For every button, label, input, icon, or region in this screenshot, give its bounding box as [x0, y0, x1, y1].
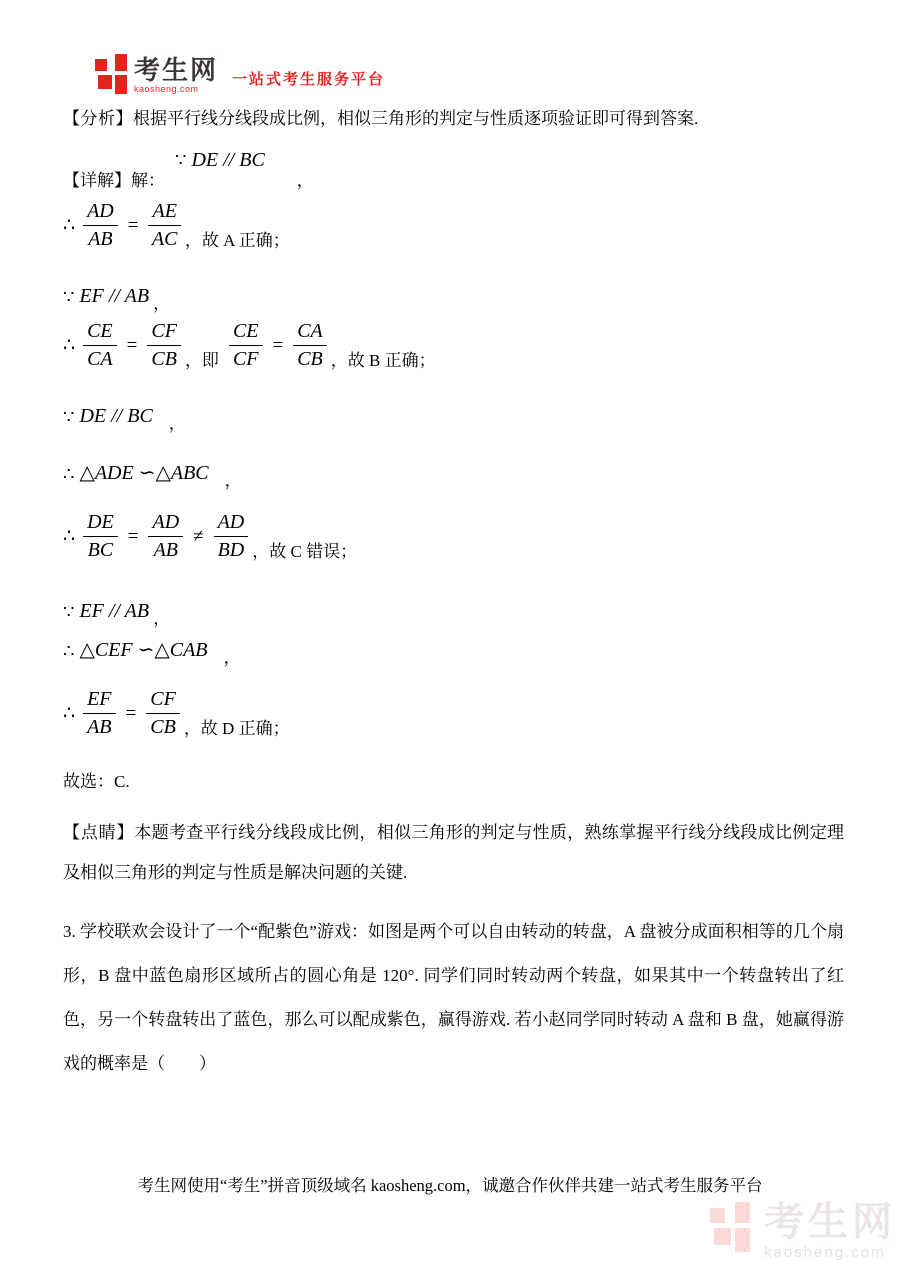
equals-sign: =: [127, 215, 139, 237]
expr-ef-ab: EF // AB: [79, 600, 150, 623]
therefore-symbol: ∴: [63, 641, 75, 662]
therefore-symbol: ∴: [63, 526, 76, 548]
equals-sign: =: [125, 703, 137, 725]
fraction-ef-ab: $\frac{EF}{AB}$: [83, 688, 115, 739]
similar-triangles-ade-abc: [63, 458, 844, 489]
therefore-symbol: ∴: [63, 215, 76, 237]
equation-line-option-b: [63, 320, 844, 371]
fraction-ce-cf: $\frac{CE}{CF}$: [229, 320, 263, 371]
comment-paragraph: [63, 813, 844, 893]
kaosheng-watermark-icon: [710, 1202, 750, 1252]
therefore-symbol: ∴: [63, 703, 76, 725]
problem-3-paragraph: 3. 学校联欢会设计了一个“配紫色”游戏：如图是两个可以自由转动的转盘，A 盘被分成面积相等的几个扇形，B 盘中蓝色扇形区域所占的圆心角是 120°. 同学们同时转动两个转盘，如果其中一个转盘转出了红色，另一个转盘转出了蓝色，那么可以配成紫色，赢得游戏. 若小赵同学同时转动 A 盘和 B 盘，她赢得游戏的概率是（ ）: [63, 921, 844, 1074]
equation-de-parallel-bc: [175, 145, 265, 176]
detail-paragraph: [63, 144, 844, 194]
similar-triangles-cef-cab: [63, 635, 844, 666]
verdict-d: ，故 D 正确；: [183, 719, 290, 738]
therefore-symbol: ∴: [63, 335, 76, 357]
brand-domain: kaosheng.com: [134, 84, 199, 94]
footer-slogan: 考生网使用“考生”拼音顶级域名 kaosheng.com，诚邀合作伙伴共建一站式考生服务平台: [137, 1176, 763, 1195]
equals-sign: =: [127, 526, 139, 548]
verdict-a: ，故 A 正确；: [184, 231, 290, 250]
not-equal-sign: ≠: [193, 526, 204, 548]
because-symbol: ∵: [63, 407, 75, 428]
comma: ，: [153, 609, 171, 628]
because-ef-parallel-ab-1: [63, 281, 844, 312]
watermark: [710, 1202, 896, 1260]
comment-text: 本题考查平行线分线段成比例，相似三角形的判定与性质，熟练掌握平行线分线段成比例定理及相似三角形的判定与性质是解决问题的关键.: [63, 822, 845, 882]
fraction-ad-ab: $\frac{AD}{AB}$: [148, 511, 183, 562]
equals-sign: =: [272, 335, 284, 357]
expr-sim-cef: △CEF ∽△CAB: [79, 639, 208, 662]
expr-de-bc: DE // BC: [79, 405, 153, 428]
watermark-domain: kaosheng.com: [764, 1244, 886, 1261]
fraction-de-bc: $\frac{DE}{BC}$: [83, 511, 118, 562]
detail-label: 【详解】: [63, 171, 131, 190]
comma: ，: [223, 648, 241, 667]
because-ef-parallel-ab-2: [63, 596, 844, 627]
because-symbol: ∵: [175, 150, 187, 171]
equation-line-option-c: [63, 511, 844, 562]
because-symbol: ∵: [63, 287, 75, 308]
comma: ，: [224, 471, 242, 490]
kaosheng-logo-icon: [95, 54, 127, 94]
therefore-symbol: ∴: [63, 464, 75, 485]
analysis-label: 【分析】: [63, 109, 133, 128]
expr-ef-ab: EF // AB: [79, 285, 150, 308]
because-de-parallel-bc-2: [63, 401, 844, 432]
equation-line-option-a: [63, 200, 844, 251]
brand-name: 考生网: [134, 55, 219, 85]
site-header: [95, 54, 385, 94]
fraction-ca-cb: $\frac{CA}{CB}$: [293, 320, 327, 371]
comma: ，: [296, 171, 314, 190]
answer-line: 故选：C.: [63, 772, 130, 792]
comma: ，: [153, 294, 171, 313]
fraction-cf-cb: $\frac{CF}{CB}$: [147, 320, 181, 371]
comment-label: 【点睛】: [63, 822, 135, 842]
watermark-brand: 考生网: [764, 1200, 896, 1244]
detail-prefix: 解：: [131, 171, 165, 190]
because-symbol: ∵: [63, 602, 75, 623]
brand-text-block: [134, 57, 218, 94]
fraction-ad-bd: $\frac{AD}{BD}$: [214, 511, 249, 562]
fraction-ce-ca: $\frac{CE}{CA}$: [83, 320, 117, 371]
comma: ，: [168, 414, 186, 433]
fraction-ae-ac: $\frac{AE}{AC}$: [148, 200, 180, 251]
verdict-c: ，故 C 错误；: [252, 542, 358, 561]
watermark-text-block: [764, 1202, 896, 1260]
expr-de-bc: DE // BC: [191, 149, 265, 172]
brand-tagline: 一站式考生服务平台: [232, 71, 386, 88]
solution-content: [63, 106, 844, 1103]
equals-sign: =: [126, 335, 138, 357]
expr-sim-ade: △ADE ∽△ABC: [79, 462, 209, 485]
fraction-ad-ab: $\frac{AD}{AB}$: [83, 200, 118, 251]
equation-line-option-d: [63, 688, 844, 739]
that-is-text: ，即: [184, 351, 219, 370]
analysis-paragraph: [63, 106, 844, 132]
analysis-text: 根据平行线分线段成比例，相似三角形的判定与性质逐项验证即可得到答案.: [133, 109, 699, 128]
fraction-cf-cb: $\frac{CF}{CB}$: [146, 688, 180, 739]
verdict-b: ，故 B 正确；: [330, 351, 436, 370]
